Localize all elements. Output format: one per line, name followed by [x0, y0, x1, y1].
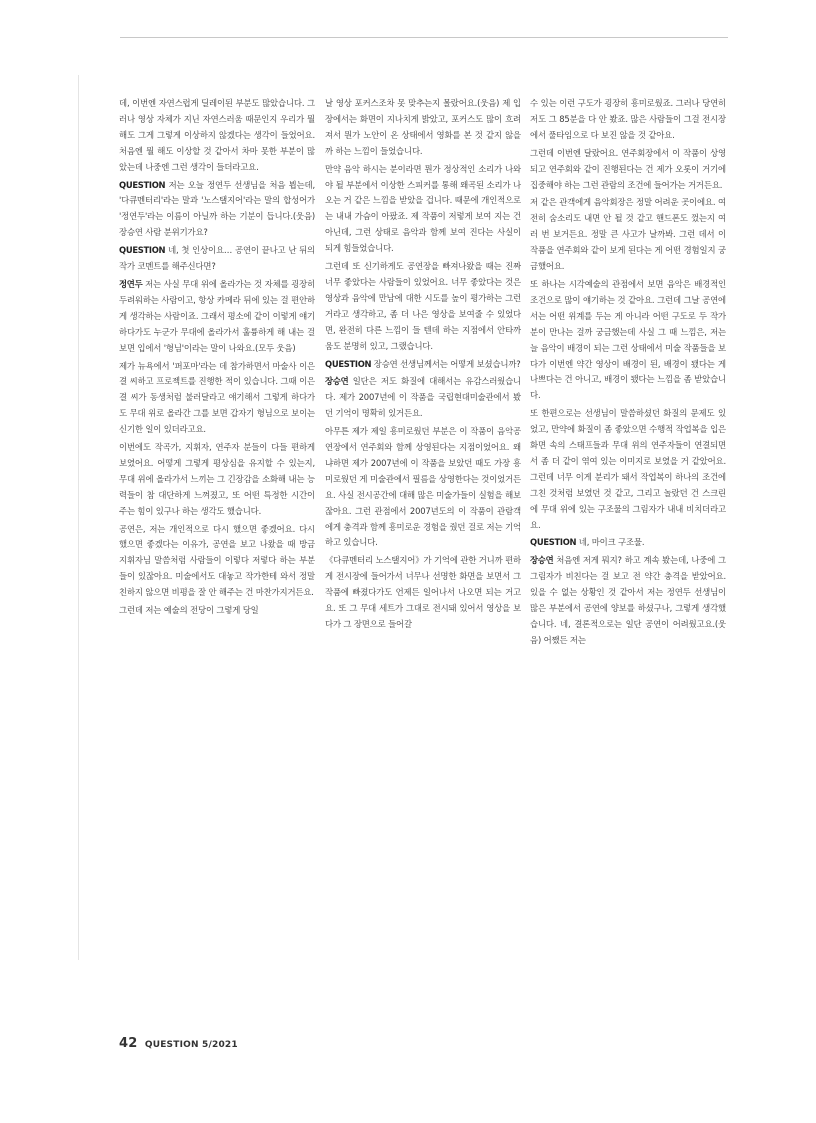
paragraph: [325, 553, 521, 633]
speaker-label: QUESTION: [530, 537, 577, 548]
paragraph-text: 처음엔 저게 뭐지? 하고 계속 봤는데, 나중에 그 그림자가 비친다는 걸 보고 전 약간 충격을 받았어요. 있을 수 없는 상황인 것 같아서 저는 정연두 선생님이 많은 부분에서 공연에 양보를 하셨구나, 그렇게 생각했습니다. 네, 결론적으로는 일단 공연이 어려웠고요.(웃음) 어쨌든 저는: [530, 555, 726, 645]
paragraph: [325, 374, 521, 422]
paragraph: [530, 146, 726, 194]
paragraph: [325, 162, 521, 257]
text-column-2: [325, 96, 521, 635]
paragraph-text: 그런데 이번엔 달랐어요. 연주회장에서 이 작품이 상영되고 연주회와 같이 진행된다는 건 제가 오롯이 거기에 집중해야 하는 그런 관람의 조건에 들어가는 거거든요.: [530, 147, 726, 190]
paragraph-text: 날 영상 포커스조차 못 맞추는지 몰랐어요.(웃음) 제 입장에서는 화면이 지나치게 밝았고, 포커스도 많이 흐려져서 뭔가 노안이 온 상태에서 영화를 본 것 같지 않을까 하는 느낌이 들었습니다.: [325, 98, 521, 156]
paragraph-text: 아무튼 제가 제일 흥미로웠던 부분은 이 작품이 음악공연장에서 연주회와 함께 상영된다는 지점이었어요. 왜냐하면 제가 2007년에 이 작품을 보았던 때도 가장 흥미로웠던 게 미술관에서 필름을 상영한다는 것이었거든요. 사실 전시공간에 대해 많은 미술가들이 실험을 해보잖아요. 그런 관점에서 2007년도의 이 작품이 관람객에게 충격과 함께 흥미로운 경험을 줬던 걸로 저는 기억하고 있습니다.: [325, 426, 521, 548]
speaker-label: 장승연: [530, 555, 554, 566]
paragraph-text: 장승연 선생님께서는 어떻게 보셨습니까?: [373, 358, 521, 369]
paragraph-text: 데, 이번엔 자연스럽게 딜레이된 부분도 많았습니다. 그러나 영상 자체가 지닌 자연스러움 때문인지 우리가 뭘 해도 그게 그렇게 이상하지 않겠다는 생각이 들었어요. 처음엔 뭘 해도 이상할 것 같아서 차마 못한 부분이 많았는데 나중엔 그런 생각이 들더라고요.: [119, 98, 315, 172]
magazine-issue: QUESTION 5/2021: [144, 1040, 238, 1050]
paragraph: [325, 259, 521, 354]
paragraph: [119, 96, 315, 176]
paragraph-text: 수 있는 이런 구도가 굉장히 흥미로웠죠. 그러나 당연히 저도 그 85분을 다 안 봤죠. 많은 사람들이 그걸 전시장에서 풀타임으로 다 보진 않을 것 같아요.: [530, 98, 726, 140]
paragraph-text: 이번에도 작곡가, 지휘자, 연주자 분들이 다들 편하게 보였어요. 어떻게 그렇게 평상심을 유지할 수 있는지, 무대 위에 올라가서 느끼는 그 긴장감을 소화해 내는 능력들이 참 대단하게 느껴졌고, 또 어떤 특정한 시간이 주는 힘이 있구나 하는 생각도 했습니다.: [119, 442, 315, 516]
paragraph-text: 네, 첫 인상이요… 공연이 끝나고 난 뒤의 작가 코멘트를 해주신다면?: [119, 245, 316, 272]
paragraph: [119, 243, 315, 275]
top-rule: [120, 37, 728, 38]
paragraph-text: 공연은, 저는 개인적으로 다시 했으면 좋겠어요. 다시 했으면 좋겠다는 이유가, 공연을 보고 나왔을 때 방금 지휘자님 말씀처럼 사람들이 이렇다 저렇다 하는 부분들이 있잖아요. 미술에서도 대놓고 작가한테 와서 정말 친하지 않으면 비평을 잘 안 해주는 건 마찬가지거든요.: [119, 523, 315, 598]
paragraph-text: 저는 오늘 정연두 선생님을 처음 뵙는데, '다큐멘터리'라는 말과 '노스탤지어'라는 말의 합성어가 '정연두'라는 이름이 아닐까 하는 기분이 듭니다.(웃음) 장승연 사람 분위기가요?: [119, 179, 315, 238]
paragraph: [530, 406, 726, 533]
paragraph: [530, 553, 726, 648]
paragraph: [325, 96, 521, 160]
paragraph: [119, 359, 315, 439]
text-column-3: [530, 96, 726, 651]
speaker-label: 정연두: [119, 278, 143, 289]
paragraph: [119, 440, 315, 520]
paragraph: [530, 195, 726, 275]
paragraph: [119, 603, 315, 619]
paragraph-text: 일단은 저도 화질에 대해서는 유감스러웠습니다. 제가 2007년에 이 작품을 국립현대미술관에서 봤던 기억이 명확히 있거든요.: [325, 376, 521, 419]
paragraph: [530, 96, 726, 144]
speaker-label: QUESTION: [119, 179, 166, 190]
page-number: 42: [119, 1036, 138, 1051]
paragraph-text: 저는 사실 무대 위에 올라가는 것 자체를 굉장히 두려워하는 사람이고, 항상 카메라 뒤에 있는 걸 편안하게 생각하는 사람이죠. 그래서 평소에 같이 이렇게 얘기하다가도 누군가 무대에 올라가서 훌륭하게 해 내는 걸 보면 입에서 '형님'이라는 말이 나와요.(모두 웃음): [119, 278, 316, 353]
page-footer: [119, 1036, 238, 1051]
paragraph-text: 제가 뉴욕에서 '퍼포마'라는 데 참가하면서 마술사 이은결 씨하고 프로젝트를 진행한 적이 있습니다. 그때 이은결 씨가 동생처럼 불러달라고 얘기해서 그렇게 하다가도 무대 위로 올라간 그를 보면 갑자기 형님으로 보이는 신기한 일이 있더라고요.: [119, 360, 315, 435]
text-column-1: [119, 96, 315, 621]
paragraph: [119, 522, 315, 602]
gutter-line: [78, 75, 79, 960]
speaker-label: QUESTION: [119, 245, 166, 256]
paragraph: [530, 277, 726, 404]
paragraph-text: 그런데 또 신기하게도 공연장을 빠져나왔을 때는 진짜 너무 좋았다는 사람들이 있었어요. 너무 좋았다는 것은 영상과 음악에 만남에 대한 시도를 높이 평가하는 그런 거라고 생각하고, 좀 더 나은 영상을 보여줄 수 있었다면, 완전히 다른 느낌이 들 텐데 하는 지점에서 안타까움도 분명히 있고, 그랬습니다.: [325, 261, 521, 351]
paragraph: [530, 535, 726, 551]
paragraph-text: 만약 음악 하시는 분이라면 뭔가 정상적인 소리가 나와야 될 부분에서 이상한 스피커를 통해 왜곡된 소리가 나오는 거 같은 느낌을 받았을 겁니다. 때문에 개인적으로는 내내 가슴이 아팠죠. 제 작품이 저렇게 보여 지는 건 아닌데, 그런 상태로 음악과 함께 보여 진다는 사실이 되게 힘들었습니다.: [325, 163, 521, 254]
paragraph-text: 저 같은 관객에게 음악회장은 정말 어려운 곳이에요. 여전히 숨소리도 내면 안 될 것 같고 핸드폰도 껐는지 여러 번 보거든요. 정말 큰 사고가 날까봐. 그런 데서 이 작품을 연주회와 같이 보게 된다는 게 어떤 경험일지 궁금했어요.: [530, 197, 726, 272]
paragraph: [119, 277, 315, 357]
paragraph-text: 그런데 저는 예술의 전당이 그렇게 당일: [119, 605, 259, 616]
paragraph: [325, 424, 521, 551]
speaker-label: 장승연: [325, 376, 349, 387]
paragraph-text: 《다큐멘터리 노스탤지어》가 기억에 관한 거니까 편하게 전시장에 들어가서 너무나 선명한 화면을 보면서 그 작품에 빠졌다가도 언제든 일어나서 나오면 되는 거고요. 또 그 무대 세트가 그대로 전시돼 있어서 영상을 보다가 그 장면으로 들어갈: [325, 555, 521, 629]
paragraph-text: 네, 마이크 구조물.: [578, 537, 645, 548]
paragraph: [325, 357, 521, 373]
paragraph-text: 또 하나는 시각예술의 관점에서 보면 음악은 배경적인 조건으로 많이 얘기하는 것 같아요. 그런데 그날 공연에서는 어떤 위계를 두는 게 아니라 어떤 구도로 두 작가분이 만나는 걸까 궁금했는데 사실 그 때 느낌은, 저는 늘 음악이 배경이 되는 그런 상태에서 미술 작품들을 보다가 이번엔 약간 영상이 배경이 된, 배경이 됐다는 게 나쁘다는 건 아니고, 배경이 됐다는 느낌을 좀 받았습니다.: [530, 278, 726, 401]
speaker-label: QUESTION: [325, 358, 372, 369]
paragraph: [119, 178, 315, 242]
paragraph-text: 또 한편으로는 선생님이 말씀하셨던 화질의 문제도 있었고, 만약에 화질이 좀 좋았으면 수행적 작업복을 입은 화면 속의 스태프들과 무대 위의 연주자들이 연결되면서 좀 더 같이 엮여 있는 이미지로 보였을 거 같았어요. 그런데 너무 이게 분리가 돼서 작업복이 하나의 조건에 그친 것처럼 보였던 것 같고, 그리고 놀랐던 건 스크린에 무대 위에 있는 구조물의 그림자가 내내 비치더라고요.: [530, 408, 726, 530]
